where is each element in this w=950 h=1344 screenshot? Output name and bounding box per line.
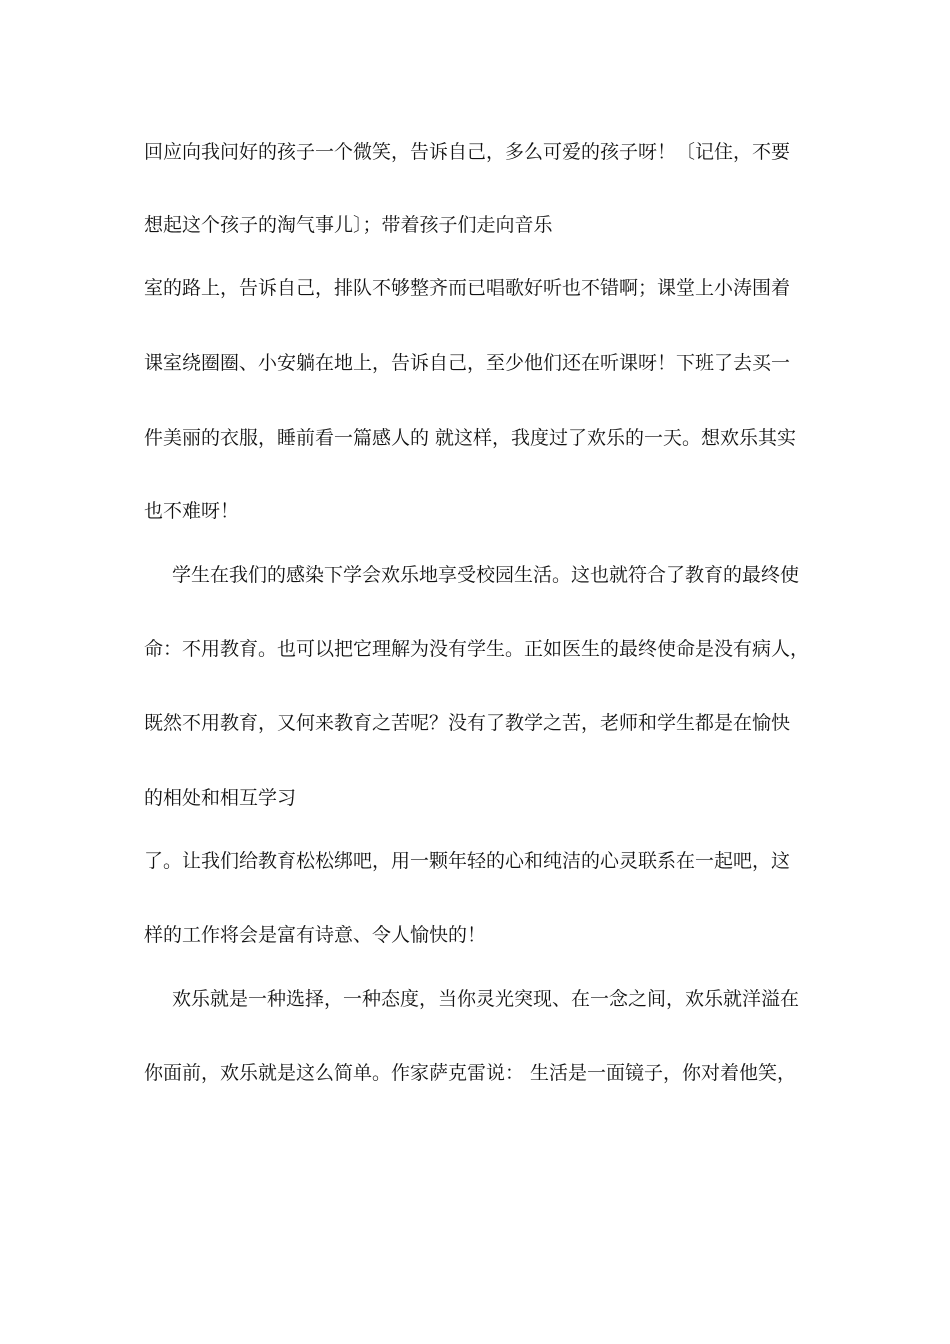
- text-line-1: 回应向我问好的孩子一个微笑，告诉自己，多么可爱的孩子呀！〔记住，不要: [144, 141, 791, 163]
- text-line-6: 也不难呀！: [144, 500, 240, 522]
- text-line-10: 的相处和相互学习: [144, 787, 297, 809]
- text-line-7: 学生在我们的感染下学会欢乐地享受校园生活。这也就符合了教育的最终使: [172, 564, 800, 586]
- text-line-11: 了。让我们给教育松松绑吧，用一颗年轻的心和纯洁的心灵联系在一起吧，这: [144, 850, 791, 872]
- text-line-5: 件美丽的衣服，睡前看一篇感人的 就这样，我度过了欢乐的一天。想欢乐其实: [144, 427, 797, 449]
- text-line-8: 命：不用教育。也可以把它理解为没有学生。正如医生的最终使命是没有病人，: [144, 638, 810, 660]
- text-line-14: 你面前，欢乐就是这么简单。作家萨克雷说： 生活是一面镜子，你对着他笑，: [144, 1062, 797, 1084]
- text-line-9: 既然不用教育，又何来教育之苦呢？没有了教学之苦，老师和学生都是在愉快: [144, 712, 791, 734]
- text-line-13: 欢乐就是一种选择，一种态度，当你灵光突现、在一念之间，欢乐就洋溢在: [172, 988, 800, 1010]
- text-line-12: 样的工作将会是富有诗意、令人愉快的！: [144, 924, 487, 946]
- text-line-2: 想起这个孩子的淘气事儿〕；带着孩子们走向音乐: [144, 214, 553, 236]
- text-line-4: 课室绕圈圈、小安躺在地上，告诉自己，至少他们还在听课呀！下班了去买一: [144, 352, 791, 374]
- text-line-3: 室的路上，告诉自己，排队不够整齐而已唱歌好听也不错啊；课堂上小涛围着: [144, 277, 791, 299]
